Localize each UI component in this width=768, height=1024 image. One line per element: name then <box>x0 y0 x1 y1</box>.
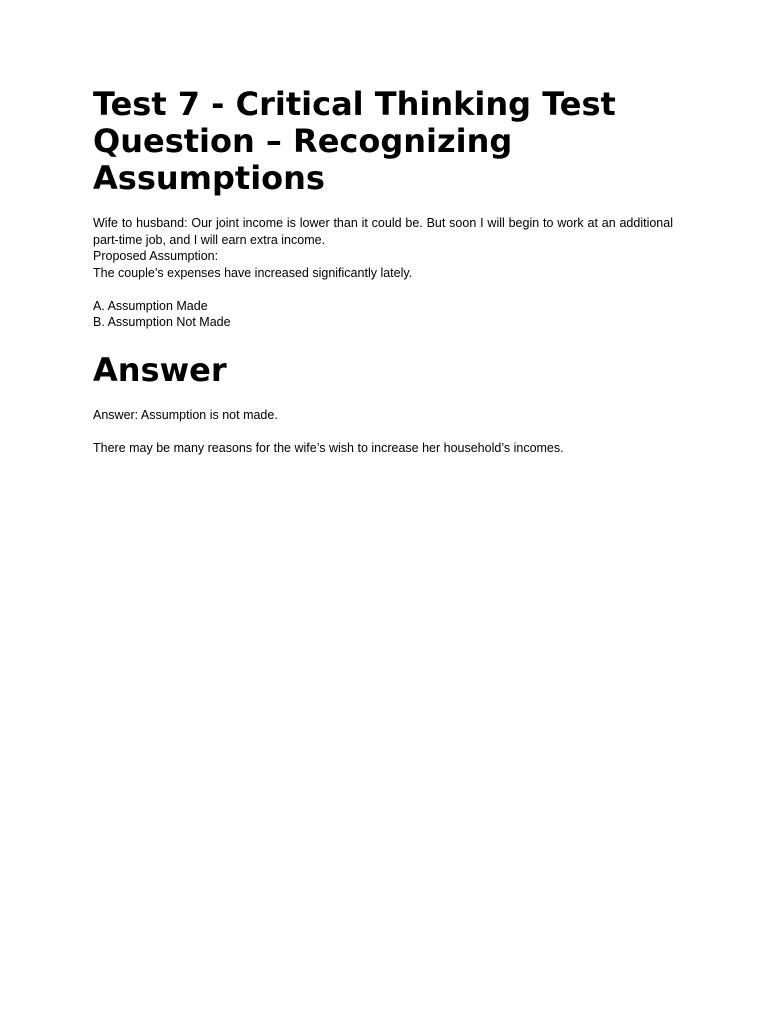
answer-block <box>93 407 673 457</box>
document-title: Test 7 - Critical Thinking Test Question – Recognizing Assumptions <box>93 85 616 197</box>
option-a: A. Assumption Made <box>93 298 208 313</box>
proposed-assumption-label: Proposed Assumption: <box>93 249 219 263</box>
spacer <box>93 423 673 440</box>
option-b: B. Assumption Not Made <box>93 315 231 329</box>
question-statement: Wife to husband: Our joint income is lower than it could be. But soon I will begin to work at an additional part-time job, and I will earn extra income. <box>93 216 673 247</box>
question-block <box>93 215 673 331</box>
document-page <box>93 86 673 456</box>
answer-explanation: There may be many reasons for the wife’s wish to increase her household’s incomes. <box>93 440 564 455</box>
answer-result: Answer: Assumption is not made. <box>93 407 278 422</box>
spacer <box>93 281 673 298</box>
answer-heading: Answer <box>93 350 227 389</box>
proposed-assumption-text: The couple’s expenses have increased significantly lately. <box>93 265 413 280</box>
